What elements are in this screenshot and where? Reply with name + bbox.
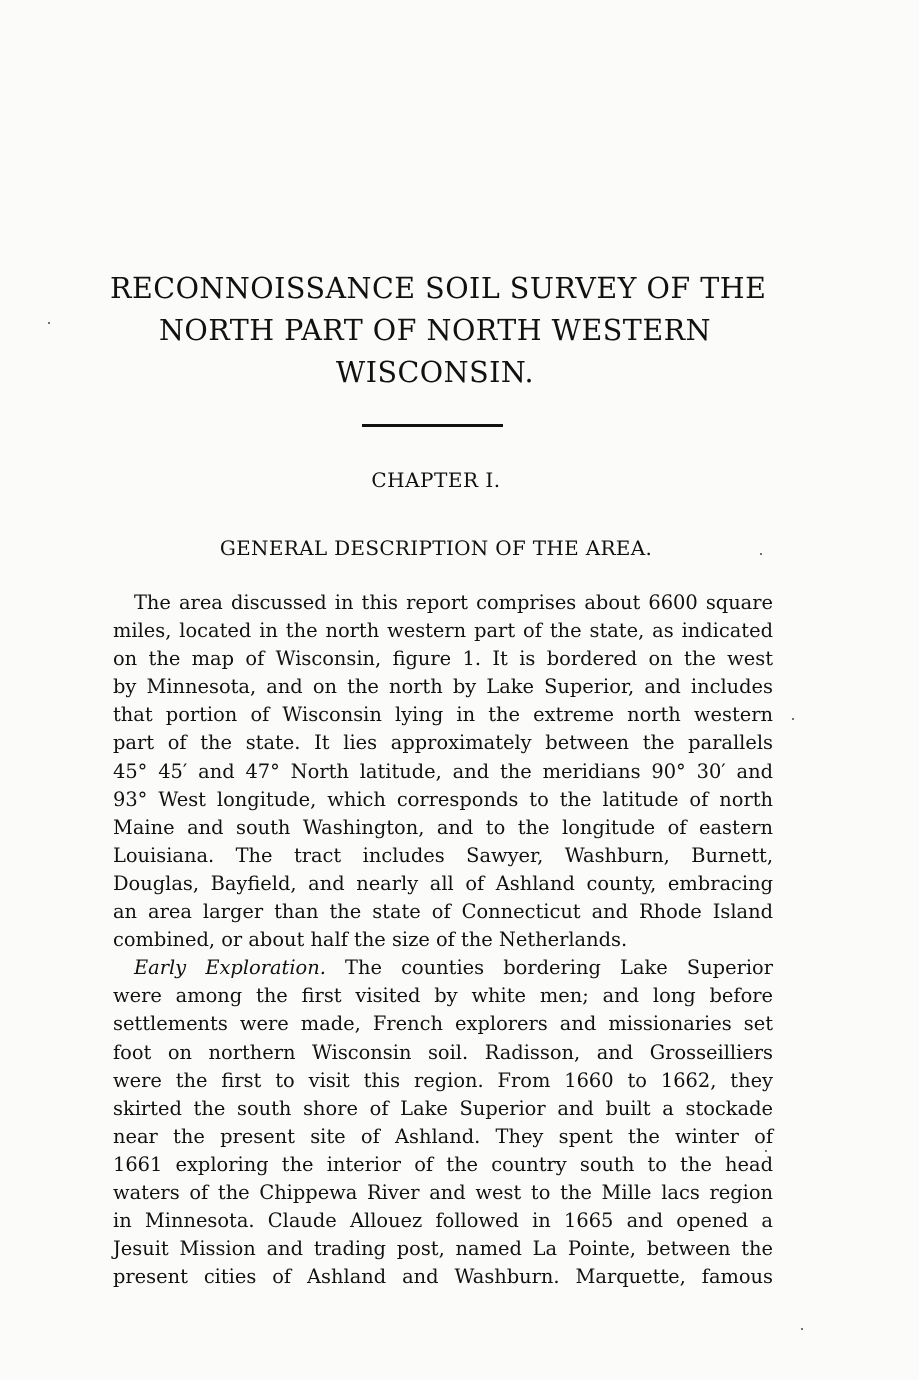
paragraph-2-line: 1661 exploring the interior of the country south to the head (113, 1152, 773, 1176)
title-divider (362, 424, 503, 427)
paragraph-1-line: by Minnesota, and on the north by Lake Superior, and includes (113, 675, 773, 699)
paragraph-2-line: near the present site of Ashland. They spent the winter of (113, 1124, 773, 1148)
chapter-heading: CHAPTER I. (371, 468, 501, 492)
paragraph-2-line: foot on northern Wisconsin soil. Radisson, and Grosseilliers (113, 1040, 773, 1064)
section-heading: GENERAL DESCRIPTION OF THE AREA. (219, 536, 653, 560)
paragraph-1-line: Douglas, Bayfield, and nearly all of Ashland county, embracing (113, 871, 773, 895)
paragraph-1-line: Maine and south Washington, and to the longitude of eastern (113, 815, 773, 839)
paragraph-2-first-line-text: The counties bordering Lake Superior (325, 956, 773, 980)
scan-speck (760, 553, 762, 555)
scan-speck (801, 1328, 803, 1330)
paragraph-1-line: an area larger than the state of Connecticut and Rhode Island (113, 900, 773, 924)
paragraph-2-line: present cities of Ashland and Washburn. Marquette, famous (113, 1265, 773, 1289)
paragraph-1-line: that portion of Wisconsin lying in the extreme north western (113, 703, 773, 727)
paragraph-1-line: The area discussed in this report comprises about 6600 square (134, 591, 773, 614)
title-line-1: RECONNOISSANCE SOIL SURVEY OF THE (110, 272, 767, 305)
early-exploration-heading: Early Exploration. (134, 956, 326, 980)
paragraph-1-line: 93° West longitude, which corresponds to the latitude of north (113, 787, 773, 811)
paragraph-2-line: skirted the south shore of Lake Superior and built a stockade (113, 1096, 773, 1120)
paragraph-2-line: settlements were made, French explorers and missionaries set (113, 1012, 773, 1036)
paragraph-2-line: in Minnesota. Claude Allouez followed in 1665 and opened a (113, 1209, 773, 1233)
scan-speck (48, 322, 50, 324)
report-title (110, 268, 767, 394)
scan-speck (792, 718, 794, 720)
paragraph-1-line: part of the state. It lies approximately between the parallels (113, 731, 773, 755)
body-text (113, 589, 773, 1291)
paragraph-1-line: combined, or about half the size of the Netherlands. (113, 928, 628, 952)
paragraph-2-first-line (113, 954, 773, 982)
paragraph-2-line: waters of the Chippewa River and west to the Mille lacs region (113, 1180, 773, 1204)
scan-speck (765, 1150, 767, 1152)
paragraph-1-line: 45° 45′ and 47° North latitude, and the meridians 90° 30′ and (113, 759, 773, 783)
paragraph-1-line: miles, located in the north western part of the state, as indicated (113, 619, 773, 643)
paragraph-1-line: Louisiana. The tract includes Sawyer, Washburn, Burnett, (113, 843, 773, 867)
paragraph-1-line: on the map of Wisconsin, figure 1. It is bordered on the west (113, 647, 773, 671)
paragraph-2-line: were among the first visited by white men; and long before (113, 984, 773, 1008)
paragraph-2-line: were the first to visit this region. From 1660 to 1662, they (113, 1068, 773, 1092)
title-line-2: NORTH PART OF NORTH WESTERN (158, 314, 712, 347)
paragraph-2-line: Jesuit Mission and trading post, named La Pointe, between the (113, 1237, 773, 1261)
title-line-3: WISCONSIN. (335, 356, 535, 389)
